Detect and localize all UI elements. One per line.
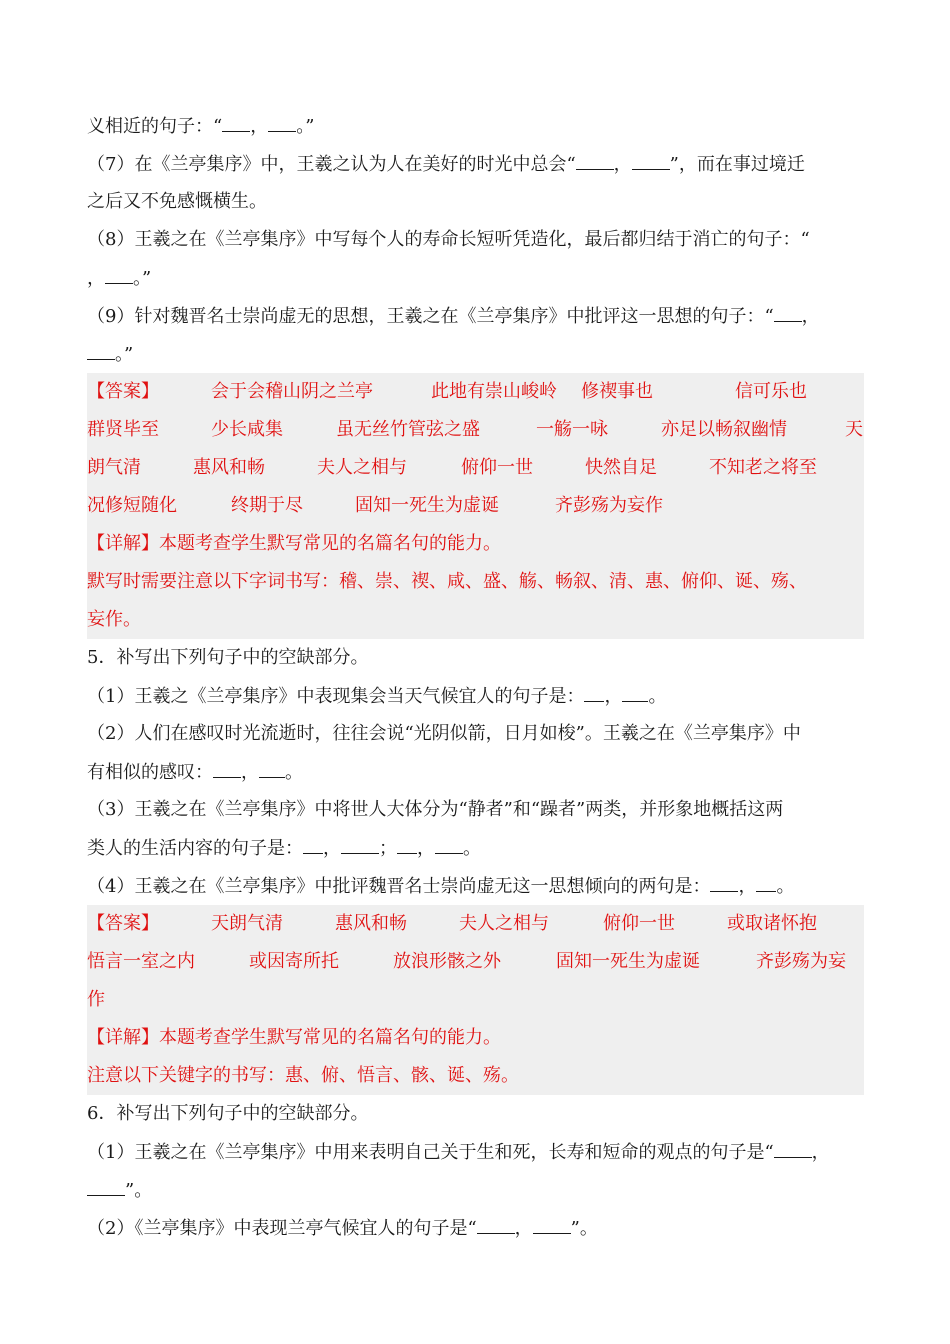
text: ， [250, 116, 269, 137]
answer-item: 此地有崇山峻岭 [431, 381, 557, 402]
fill-blank [774, 1133, 812, 1158]
answer-item: 一觞一咏 [536, 419, 608, 440]
answer-item: 放浪形骸之外 [393, 951, 501, 972]
answer-item: 俯仰一世 [603, 913, 675, 934]
answer-item: 固知一死生为虚诞 [556, 951, 700, 972]
text: （2）《兰亭集序》中表现兰亭气候宜人的句子是“ [87, 1218, 477, 1239]
text: （2）人们在感叹时光流逝时，往往会说“光阴似箭，日月如梭”。王羲之在《兰亭集序》中 [87, 723, 801, 744]
answer-item: 固知一死生为虚诞 [355, 495, 499, 516]
q6-title [87, 1095, 864, 1133]
fill-blank [259, 753, 285, 778]
q6-item-1-cont [87, 1171, 864, 1209]
answer-item: 修禊事也 [581, 381, 653, 402]
text: ”，而在事过境迁 [669, 154, 805, 175]
fill-blank [397, 829, 417, 854]
answer-row-1 [87, 905, 864, 943]
fill-blank [477, 1209, 515, 1234]
answer-label: 【答案】 [87, 381, 159, 402]
answer-item: 虽无丝竹管弦之盛 [336, 419, 480, 440]
text: ， [87, 268, 105, 289]
question-title: 5．补写出下列句子中的空缺部分。 [87, 647, 369, 668]
answer-item: 夫人之相与 [459, 913, 549, 934]
answer-item: 悟言一室之内 [87, 951, 195, 972]
answer-item: 信可乐也 [735, 381, 807, 402]
detail-line [87, 1019, 864, 1057]
text: 义相近的句子：“ [87, 116, 223, 137]
fill-blank [303, 829, 323, 854]
q5-item-1 [87, 677, 864, 715]
answer-block-q5 [87, 905, 864, 1095]
note-line-1 [87, 563, 864, 601]
fill-blank [87, 335, 115, 360]
text: 。” [296, 116, 315, 137]
q4-item-9 [87, 297, 864, 335]
answer-row-3 [87, 981, 864, 1019]
text: ， [514, 1218, 533, 1239]
answer-item: 终期于尽 [231, 495, 303, 516]
answer-row-4 [87, 487, 864, 525]
text: 。 [285, 762, 303, 783]
text: ， [241, 762, 259, 783]
fill-blank [222, 107, 250, 132]
answer-label: 【答案】 [87, 913, 159, 934]
q4-item-7 [87, 145, 864, 183]
answer-item: 惠风和畅 [335, 913, 407, 934]
fill-blank [622, 677, 648, 702]
answer-row-1 [87, 373, 864, 411]
note-line [87, 1057, 864, 1095]
answer-row-2 [87, 943, 864, 981]
text: ， [738, 876, 757, 897]
note-text: 妄作。 [87, 609, 141, 630]
fill-blank [756, 867, 776, 892]
q5-item-3 [87, 791, 864, 829]
answer-item: 群贤毕至 [87, 419, 159, 440]
text: 。” [133, 268, 152, 289]
answer-item: 朗气清 [87, 457, 141, 478]
text: 之后又不免感慨横生。 [87, 191, 267, 212]
q5-title [87, 639, 864, 677]
text: ， [801, 306, 820, 327]
fill-blank [105, 259, 133, 284]
answer-item: 会于会稽山阴之兰亭 [211, 381, 373, 402]
fill-blank [341, 829, 379, 854]
note-text: 默写时需要注意以下字词书写：稽、崇、禊、咸、盛、觞、畅叙、清、惠、俯仰、诞、殇、 [87, 571, 807, 592]
text: 。 [648, 686, 667, 707]
text: ”。 [570, 1218, 598, 1239]
q6-item-2 [87, 1209, 864, 1247]
text: ， [323, 838, 341, 859]
q5-item-4 [87, 867, 864, 905]
note-text: 注意以下关键字的书写：惠、俯、悟言、骸、诞、殇。 [87, 1065, 519, 1086]
text: （7）在《兰亭集序》中，王羲之认为人在美好的时光中总会“ [87, 154, 576, 175]
fill-blank [213, 753, 241, 778]
answer-item: 俯仰一世 [461, 457, 533, 478]
q6-item-1 [87, 1133, 864, 1171]
text: ； [379, 838, 397, 859]
text: 有相似的感叹： [87, 762, 213, 783]
answer-item: 夫人之相与 [317, 457, 407, 478]
answer-item: 齐彭殇为妄 [756, 951, 846, 972]
fill-blank [87, 1171, 125, 1196]
text: ， [811, 1142, 830, 1163]
answer-item: 亦足以畅叙幽情 [661, 419, 787, 440]
text: ， [613, 154, 632, 175]
q4-item-8-cont [87, 259, 864, 297]
fill-blank [774, 297, 802, 322]
detail-text: 本题考查学生默写常见的名篇名句的能力。 [159, 533, 501, 554]
answer-item: 齐彭殇为妄作 [555, 495, 663, 516]
text: （4）王羲之在《兰亭集序》中批评魏晋名士崇尚虚无这一思想倾向的两句是： [87, 876, 711, 897]
answer-item: 快然自足 [585, 457, 657, 478]
detail-line [87, 525, 864, 563]
fill-blank [533, 1209, 571, 1234]
text: （3）王羲之在《兰亭集序》中将世人大体分为“静者”和“躁者”两类，并形象地概括这两 [87, 799, 784, 820]
answer-item: 或因寄所托 [249, 951, 339, 972]
answer-item: 惠风和畅 [193, 457, 265, 478]
answer-item: 或取诸怀抱 [727, 913, 817, 934]
fill-blank [584, 677, 604, 702]
text: （9）针对魏晋名士崇尚虚无的思想，王羲之在《兰亭集序》中批评这一思想的句子：“ [87, 306, 774, 327]
answer-item: 不知老之将至 [709, 457, 817, 478]
fill-blank [632, 145, 670, 170]
q4-item-7-cont [87, 183, 864, 221]
q4-item-8 [87, 221, 864, 259]
answer-item: 天 [845, 419, 863, 440]
answer-item: 况修短随化 [87, 495, 177, 516]
fill-blank [710, 867, 738, 892]
note-line-2 [87, 601, 864, 639]
text: ， [604, 686, 623, 707]
answer-item: 天朗气清 [211, 913, 283, 934]
text: （1）王羲之在《兰亭集序》中用来表明自己关于生和死，长寿和短命的观点的句子是“ [87, 1142, 774, 1163]
answer-block-q4 [87, 373, 864, 639]
answer-row-3 [87, 449, 864, 487]
question-title: 6．补写出下列句子中的空缺部分。 [87, 1103, 369, 1124]
document-page [87, 107, 864, 1247]
text: （1）王羲之《兰亭集序》中表现集会当天气候宜人的句子是： [87, 686, 585, 707]
detail-text: 本题考查学生默写常见的名篇名句的能力。 [159, 1027, 501, 1048]
fill-blank [576, 145, 614, 170]
text: 。” [115, 344, 134, 365]
text: ， [417, 838, 435, 859]
q5-item-3-cont [87, 829, 864, 867]
fill-blank [435, 829, 463, 854]
q5-item-2-cont [87, 753, 864, 791]
q4-continuation-line [87, 107, 864, 145]
text: 。 [463, 838, 481, 859]
answer-row-2 [87, 411, 864, 449]
text: 。 [776, 876, 795, 897]
fill-blank [268, 107, 296, 132]
q4-item-9-cont [87, 335, 864, 373]
detail-label: 【详解】 [87, 533, 159, 554]
text: 类人的生活内容的句子是： [87, 838, 303, 859]
text: （8）王羲之在《兰亭集序》中写每个人的寿命长短听凭造化，最后都归结于消亡的句子：“ [87, 229, 810, 250]
answer-item: 少长咸集 [211, 419, 283, 440]
detail-label: 【详解】 [87, 1027, 159, 1048]
text: ”。 [125, 1180, 153, 1201]
q5-item-2 [87, 715, 864, 753]
answer-item: 作 [87, 989, 105, 1010]
